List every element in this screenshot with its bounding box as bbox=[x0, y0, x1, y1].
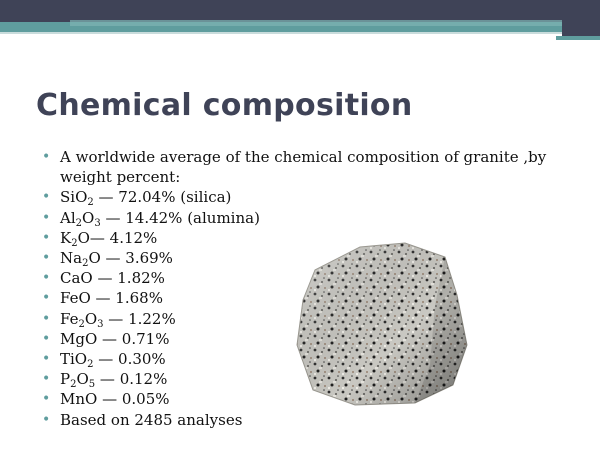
bullet-text: K bbox=[60, 228, 72, 247]
bullet-dot: • bbox=[42, 250, 51, 267]
header-corner-teal bbox=[556, 36, 600, 40]
bullet-text: — 1.22% bbox=[103, 309, 176, 328]
bullet-text: O — 3.69% bbox=[88, 249, 173, 268]
subscript: 5 bbox=[88, 379, 96, 391]
bullet-dot: • bbox=[42, 310, 51, 327]
subscript: 2 bbox=[71, 237, 78, 249]
bullet-dot: • bbox=[42, 330, 51, 347]
bullet-text: MgO — 0.71% bbox=[60, 329, 170, 348]
bullet-text: FeO — 1.68% bbox=[60, 289, 163, 308]
bullet-text: Al bbox=[60, 208, 76, 227]
bullet-text: O bbox=[82, 208, 95, 227]
subscript: 3 bbox=[94, 217, 101, 229]
bullet-dot: • bbox=[42, 209, 51, 226]
bullet-text: Na bbox=[60, 249, 83, 268]
bullet-text: — 14.42% (alumina) bbox=[100, 208, 260, 227]
subscript: 2 bbox=[70, 379, 77, 391]
bullet-dot: • bbox=[42, 270, 51, 287]
bullet-item bbox=[38, 187, 578, 207]
bullet-dot: • bbox=[42, 149, 51, 165]
header-band-teal-accent bbox=[70, 20, 600, 26]
bullet-dot: • bbox=[42, 411, 51, 428]
bullet-text: SiO bbox=[60, 188, 88, 207]
bullet-dot: • bbox=[42, 371, 51, 388]
subscript: 2 bbox=[87, 197, 94, 209]
bullet-text: — 72.04% (silica) bbox=[93, 188, 232, 207]
bullet-text: A worldwide average of the chemical composition of granite ,by weight percent: bbox=[60, 148, 547, 187]
bullet-text: O bbox=[84, 309, 98, 328]
bullet-item bbox=[38, 147, 578, 187]
header-band-line bbox=[0, 32, 600, 34]
bullet-text: Fe bbox=[60, 309, 79, 328]
header-corner-dark bbox=[562, 0, 600, 38]
granite-rock-image bbox=[285, 235, 475, 410]
bullet-dot: • bbox=[42, 391, 51, 408]
subscript: 2 bbox=[82, 258, 89, 270]
subscript: 2 bbox=[75, 217, 83, 229]
subscript: 2 bbox=[78, 318, 85, 330]
bullet-dot: • bbox=[42, 290, 51, 307]
bullet-text: TiO bbox=[60, 350, 88, 369]
slide-title: Chemical composition bbox=[36, 88, 413, 123]
bullet-item bbox=[38, 208, 578, 228]
bullet-text: MnO — 0.05% bbox=[60, 390, 170, 409]
header-band-dark bbox=[0, 0, 600, 22]
bullet-text: P bbox=[60, 370, 71, 389]
bullet-text: O— 4.12% bbox=[77, 228, 158, 247]
bullet-text: CaO — 1.82% bbox=[60, 269, 165, 288]
bullet-dot: • bbox=[42, 229, 51, 246]
bullet-text: — 0.30% bbox=[93, 350, 166, 369]
subscript: 2 bbox=[87, 359, 94, 371]
bullet-dot: • bbox=[42, 351, 51, 368]
bullet-text: Based on 2485 analyses bbox=[60, 410, 243, 429]
bullet-item bbox=[38, 410, 578, 430]
bullet-dot: • bbox=[42, 189, 51, 206]
subscript: 3 bbox=[97, 318, 104, 330]
bullet-text: O bbox=[76, 370, 89, 389]
bullet-text: — 0.12% bbox=[95, 370, 168, 389]
